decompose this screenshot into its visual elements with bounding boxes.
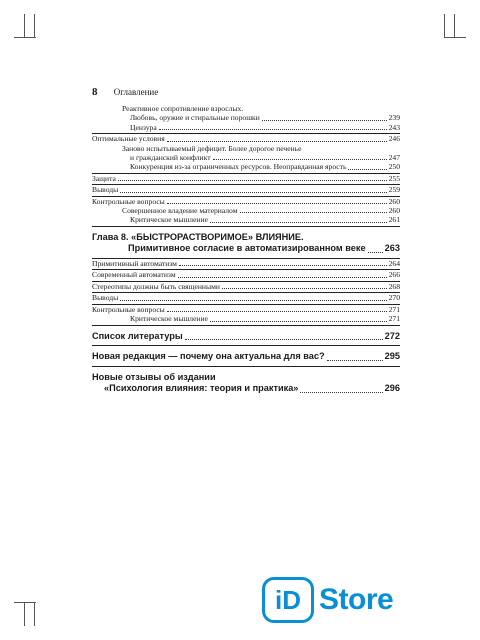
crop-mark bbox=[444, 14, 445, 38]
toc-entry[interactable] bbox=[92, 153, 400, 162]
toc-entry-title: Контрольные вопросы bbox=[92, 304, 165, 314]
toc-entry-title: Новые отзывы об издании bbox=[92, 371, 216, 382]
toc-entry[interactable] bbox=[92, 215, 400, 224]
toc-page: 271 bbox=[388, 314, 400, 324]
toc-entry-title: Новая редакция — почему она актуальна для вас? bbox=[92, 351, 325, 362]
toc-entry[interactable] bbox=[92, 162, 400, 171]
toc-entry-title: Примитивный автоматизм bbox=[92, 259, 177, 269]
dot-leader bbox=[120, 192, 386, 193]
crop-mark bbox=[444, 37, 466, 38]
toc-page: 260 bbox=[388, 196, 400, 206]
toc-entry-title: Выводы bbox=[92, 293, 119, 303]
logo-id-mark: iD bbox=[262, 577, 314, 623]
toc-page: 263 bbox=[384, 243, 400, 254]
new-edition-section bbox=[92, 351, 400, 363]
toc-entry-title: Заново испытываемый дефицит. Более дорогое печенье bbox=[122, 143, 302, 153]
toc-entry-title: Критическое мышление bbox=[130, 314, 208, 324]
dot-leader bbox=[159, 129, 387, 130]
toc-entry-title: Конкуренция из-за ограниченных ресурсов. Неоправданная ярость bbox=[130, 162, 347, 172]
toc-entry[interactable] bbox=[92, 259, 400, 268]
toc-entry-subtitle: «Психология влияния: теория и практика» bbox=[104, 383, 299, 394]
reviews-section bbox=[92, 372, 400, 395]
crop-mark bbox=[24, 14, 25, 38]
toc-page: 295 bbox=[384, 351, 400, 362]
dot-leader bbox=[167, 311, 387, 312]
toc-page: 296 bbox=[384, 383, 400, 394]
dot-leader bbox=[167, 141, 387, 142]
dot-leader bbox=[118, 180, 387, 181]
dot-leader bbox=[213, 159, 387, 160]
dot-leader bbox=[262, 120, 387, 121]
dot-leader bbox=[178, 277, 387, 278]
dot-leader bbox=[185, 339, 383, 340]
toc-entry-title: Критическое мышление bbox=[130, 215, 208, 225]
toc-page: 264 bbox=[388, 259, 400, 269]
toc-page: 266 bbox=[388, 270, 400, 280]
idstore-logo bbox=[262, 577, 393, 623]
toc-entry[interactable] bbox=[92, 282, 400, 291]
toc-entry[interactable] bbox=[92, 243, 400, 255]
toc-entry[interactable] bbox=[92, 383, 400, 395]
toc-entry[interactable] bbox=[92, 314, 400, 323]
crop-mark bbox=[14, 602, 36, 603]
toc-entry-title: Контрольные вопросы bbox=[92, 196, 165, 206]
toc-page: 243 bbox=[388, 122, 400, 132]
toc-page: 270 bbox=[388, 293, 400, 303]
toc-entry[interactable] bbox=[92, 351, 400, 363]
dot-leader bbox=[222, 288, 387, 289]
crop-mark bbox=[34, 14, 35, 38]
toc-page: 246 bbox=[388, 134, 400, 144]
toc-page: 259 bbox=[388, 185, 400, 195]
chapter-subtitle: Примитивное согласие в автоматизированном веке bbox=[128, 243, 366, 254]
crop-mark bbox=[34, 602, 35, 626]
dot-leader bbox=[327, 360, 383, 361]
toc-page: 239 bbox=[388, 113, 400, 123]
dot-leader bbox=[300, 392, 382, 393]
dot-leader bbox=[210, 321, 387, 322]
dot-leader bbox=[240, 212, 387, 213]
toc-entry[interactable] bbox=[92, 185, 400, 194]
crop-mark bbox=[14, 37, 36, 38]
crop-mark bbox=[454, 14, 455, 38]
bibliography-section bbox=[92, 331, 400, 343]
toc-entry-title: Оптимальные условия bbox=[92, 134, 165, 144]
toc-page: 272 bbox=[384, 330, 400, 341]
dot-leader bbox=[348, 169, 386, 170]
dot-leader bbox=[368, 252, 383, 253]
logo-store-text: Store bbox=[319, 583, 394, 616]
toc-entry-continuation: и гражданский конфликт bbox=[130, 153, 211, 163]
page-header bbox=[92, 86, 158, 98]
toc-entry[interactable] bbox=[92, 206, 400, 215]
toc-entry[interactable] bbox=[92, 305, 400, 314]
toc-entry-continuation: Любовь, оружие и стиральные порошки bbox=[130, 113, 260, 123]
toc-page: 255 bbox=[388, 173, 400, 183]
chapter-heading bbox=[92, 232, 400, 255]
toc-entry[interactable] bbox=[92, 134, 400, 143]
toc-entry[interactable] bbox=[92, 331, 400, 343]
dot-leader bbox=[179, 265, 387, 266]
toc-entry-title: Защита bbox=[92, 173, 116, 183]
table-of-contents bbox=[92, 104, 400, 395]
toc-entry-title: Современный автоматизм bbox=[92, 270, 176, 280]
toc-page: 247 bbox=[388, 153, 400, 163]
toc-entry-title: Стереотипы должны быть священными bbox=[92, 281, 220, 291]
running-title: Оглавление bbox=[113, 87, 159, 97]
dot-leader bbox=[120, 300, 386, 301]
toc-entry-title: Цензура bbox=[130, 122, 157, 132]
toc-page: 268 bbox=[388, 281, 400, 291]
toc-entry[interactable] bbox=[92, 270, 400, 279]
toc-page: 271 bbox=[388, 304, 400, 314]
crop-mark bbox=[24, 602, 25, 626]
toc-entry-title: Выводы bbox=[92, 185, 119, 195]
toc-page: 250 bbox=[388, 162, 400, 172]
toc-entry-title: Список литературы bbox=[92, 330, 183, 341]
dot-leader bbox=[167, 203, 387, 204]
toc-entry-title: Совершенное владение материалом bbox=[122, 206, 238, 216]
toc-entry[interactable] bbox=[92, 113, 400, 122]
toc-entry[interactable] bbox=[92, 293, 400, 302]
toc-page: 260 bbox=[388, 206, 400, 216]
toc-entry[interactable] bbox=[92, 174, 400, 183]
toc-entry[interactable] bbox=[92, 123, 400, 132]
toc-entry[interactable] bbox=[92, 197, 400, 206]
page-number: 8 bbox=[92, 86, 98, 98]
chapter-title: Глава 8. «БЫСТРОРАСТВОРИМОЕ» ВЛИЯНИЕ. bbox=[92, 231, 304, 242]
dot-leader bbox=[210, 222, 387, 223]
toc-entry-title: Реактивное сопротивление взрослых. bbox=[122, 104, 244, 113]
toc-page: 261 bbox=[388, 215, 400, 225]
